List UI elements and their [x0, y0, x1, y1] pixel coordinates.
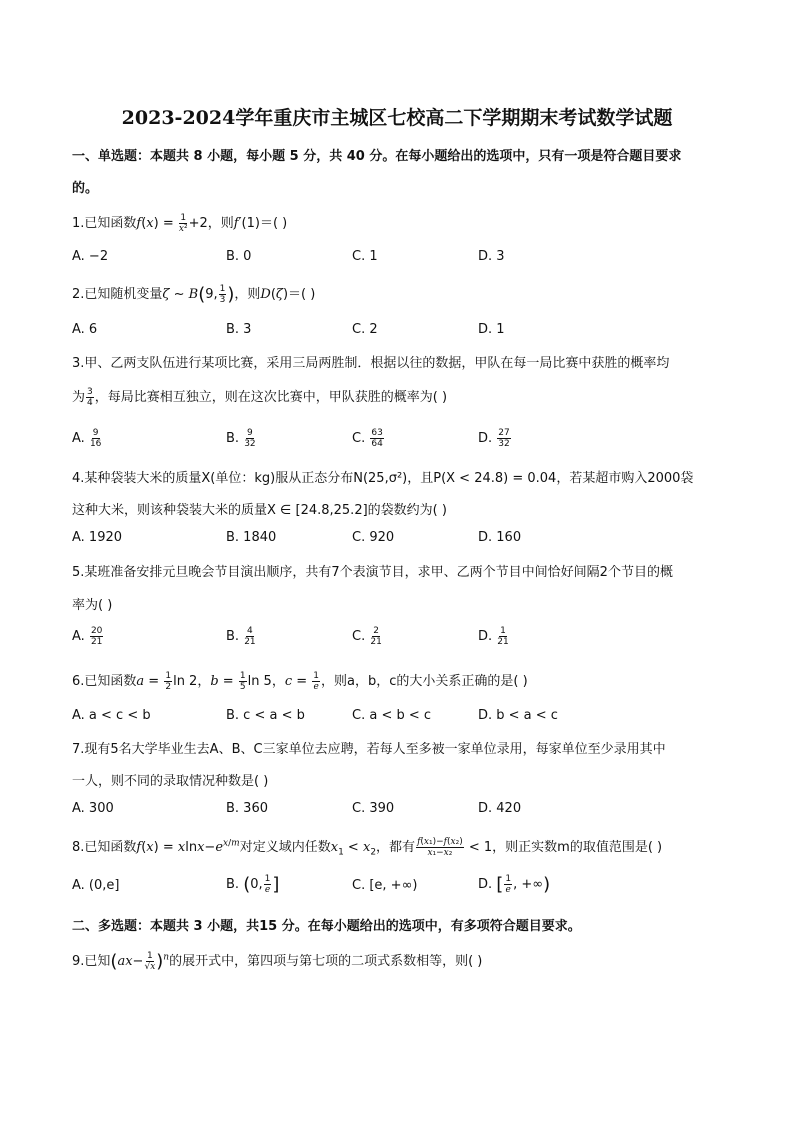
question-5-cont: 率为( )	[72, 598, 113, 613]
q5-option-d: D. $\frac{1}{21}$	[478, 626, 509, 647]
q6-option-a: A. a < c < b	[72, 708, 151, 723]
q7-option-a: A. 300	[72, 801, 114, 816]
q7-option-b: B. 360	[226, 801, 268, 816]
q2-option-a: A. 6	[72, 322, 98, 337]
q3-option-c: C. $\frac{63}{64}$	[352, 428, 383, 449]
q5-option-c: C. $\frac{2}{21}$	[352, 626, 382, 647]
q4-option-b: B. 1840	[226, 530, 277, 545]
question-4: 4.某种袋装大米的质量X(单位：kg)服从正态分布N(25,σ²)，且P(X < 24.8) = 0.04，若某超市购入2000袋	[72, 471, 694, 486]
question-6: 6.已知函数a = $\frac{1}{2}$ ln 2，b = $\frac{1}{5}$ ln 5，c = $\frac{1}{e}$ ，则a，b，c的大小关系正确的是( )	[72, 671, 528, 692]
question-8: 8.已知函数$f(x) = xlnx-e^{x/m}$对定义域内任数$x_1 < x_2$，都有 $\frac{\text{f(x₁)−f(x₂)}}{\text{x₁−x₂}}$ < 1，则正实数m的取值范围是( )	[72, 837, 663, 858]
question-4-cont: 这种大米，则该种袋装大米的质量X ∈ [24.8,25.2]的袋数约为( )	[72, 503, 447, 518]
q3-option-a: A. $\frac{9}{16}$	[72, 428, 102, 449]
question-3-cont: 为 $\frac{3}{4}$ ，每局比赛相互独立，则在这次比赛中，甲队获胜的概率为( )	[72, 387, 448, 408]
q3-option-d: D. $\frac{27}{32}$	[478, 428, 510, 449]
q6-option-c: C. a < b < c	[352, 708, 432, 723]
section2-heading: 二、多选题：本题共 3 小题，共15 分。在每小题给出的选项中，有多项符合题目要求。	[72, 919, 581, 934]
q2-option-c: C. 2	[352, 322, 378, 337]
q5-option-a: A. $\frac{20}{21}$	[72, 626, 103, 647]
question-2: 2.已知随机变量ζ ~ B(9, $\frac{1}{3}$ )，则D(ζ)＝( )	[72, 284, 316, 305]
q4-option-a: A. 1920	[72, 530, 123, 545]
q8-option-a: A. (0,e]	[72, 878, 120, 893]
q6-option-b: B. c < a < b	[226, 708, 305, 723]
q4-option-d: D. 160	[478, 530, 522, 545]
section1-heading: 一、单选题：本题共 8 小题，每小题 5 分，共 40 分。在每小题给出的选项中，只有一项是符合题目要求	[72, 149, 682, 164]
q2-option-b: B. 3	[226, 322, 252, 337]
q7-option-d: D. 420	[478, 801, 522, 816]
question-7-cont: 一人，则不同的录取情况种数是( )	[72, 774, 269, 789]
exam-title: 2023-2024学年重庆市主城区七校高二下学期期末考试数学试题	[121, 107, 673, 129]
question-1: 1.已知函数f(x) = $\frac{1}{\text{x²}}$ +2，则f′(1)＝( )	[72, 213, 288, 234]
q7-option-c: C. 390	[352, 801, 395, 816]
section1-heading-cont: 的。	[72, 181, 99, 196]
q4-option-c: C. 920	[352, 530, 395, 545]
q6-option-d: D. b < a < c	[478, 708, 558, 723]
question-7: 7.现有5名大学毕业生去A、B、C三家单位去应聘，若每人至多被一家单位录用，每家单位至少录用其中	[72, 742, 666, 757]
question-9: 9.已知(ax− $\frac{1}{√x}$ )$^n$的展开式中，第四项与第七项的二项式系数相等，则( )	[72, 951, 483, 972]
q5-option-b: B. $\frac{4}{21}$	[226, 626, 256, 647]
question-3: 3.甲、乙两支队伍进行某项比赛，采用三局两胜制．根据以往的数据，甲队在每一局比赛中获胜的概率均	[72, 356, 670, 371]
q1-option-b: B. 0	[226, 249, 252, 264]
question-5: 5.某班准备安排元旦晚会节目演出顺序，共有7个表演节目，求甲、乙两个节目中间恰好间隔2个节目的概	[72, 565, 673, 580]
q1-option-d: D. 3	[478, 249, 505, 264]
q8-option-c: C. [e, +∞)	[352, 878, 418, 893]
q1-option-c: C. 1	[352, 249, 378, 264]
q1-option-a: A. −2	[72, 249, 109, 264]
q2-option-d: D. 1	[478, 322, 505, 337]
q8-option-b: B. (0, $\frac{1}{e}$ ]	[226, 874, 280, 895]
q8-option-d: D. [ $\frac{1}{e}$ , +∞)	[478, 874, 551, 895]
q3-option-b: B. $\frac{9}{32}$	[226, 428, 256, 449]
